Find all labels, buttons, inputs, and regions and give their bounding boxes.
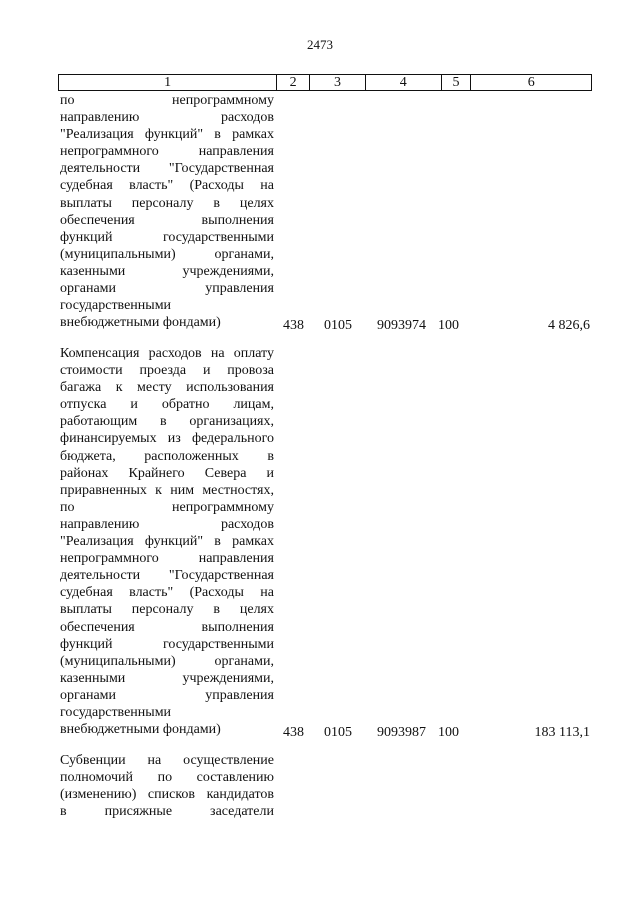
description-line: казенными учреждениями, bbox=[60, 263, 274, 279]
description-line: выплаты персоналу в целях bbox=[60, 195, 274, 211]
row-amount: 4 826,6 bbox=[548, 318, 590, 333]
description-line: "Реализация функций" в рамках bbox=[60, 534, 274, 550]
description-line: (изменению) списков кандидатов bbox=[60, 787, 274, 803]
description-line: функций государственными bbox=[60, 636, 274, 652]
description-line: Компенсация расходов на оплату bbox=[60, 346, 274, 361]
description-line: государственными bbox=[60, 704, 172, 720]
description-line: выплаты персоналу в целях bbox=[60, 602, 274, 618]
row-gr-code: 438 bbox=[283, 318, 304, 333]
row-section-code: 0105 bbox=[324, 318, 352, 333]
header-col-4: 4 bbox=[366, 75, 442, 90]
description-line: по непрограммному bbox=[60, 93, 274, 108]
row-description bbox=[60, 752, 274, 820]
row-description bbox=[60, 345, 274, 738]
header-col-1: 1 bbox=[59, 75, 277, 90]
description-line: (муниципальными) органами, bbox=[60, 246, 274, 262]
description-line: (муниципальными) органами, bbox=[60, 653, 274, 669]
description-line: обеспечения выполнения bbox=[60, 212, 274, 228]
header-col-6: 6 bbox=[527, 75, 535, 90]
description-line: приравненных к ним местностях, bbox=[60, 482, 274, 498]
description-line: деятельности "Государственная bbox=[60, 161, 274, 177]
description-line: в присяжные заседатели bbox=[60, 804, 274, 820]
row-vr-code: 100 bbox=[438, 318, 459, 333]
row-vr-code: 100 bbox=[438, 725, 459, 740]
row-description bbox=[60, 92, 274, 331]
page-number: 2473 bbox=[307, 37, 333, 52]
description-line: финансируемых из федерального bbox=[60, 431, 274, 447]
description-line: непрограммного направления bbox=[60, 144, 274, 160]
row-amount: 183 113,1 bbox=[534, 725, 590, 740]
description-line: органами управления bbox=[60, 687, 274, 703]
description-line: деятельности "Государственная bbox=[60, 568, 274, 584]
header-col-3: 3 bbox=[310, 75, 366, 90]
header-col-2: 2 bbox=[277, 75, 310, 90]
description-line: районах Крайнего Севера и bbox=[60, 465, 274, 481]
description-line: внебюджетными фондами) bbox=[60, 722, 221, 738]
description-line: судебная власть" (Расходы на bbox=[60, 585, 274, 601]
row-section-code: 0105 bbox=[324, 725, 352, 740]
description-line: судебная власть" (Расходы на bbox=[60, 178, 274, 194]
row-gr-code: 438 bbox=[283, 725, 304, 740]
description-line: обеспечения выполнения bbox=[60, 619, 274, 635]
description-line: Субвенции на осуществление bbox=[60, 753, 274, 768]
row-csr-code: 9093974 bbox=[377, 318, 426, 333]
table-header-row bbox=[58, 74, 592, 91]
description-line: направлению расходов bbox=[60, 110, 274, 126]
description-line: государственными bbox=[60, 298, 172, 314]
description-line: направлению расходов bbox=[60, 516, 274, 532]
description-line: казенными учреждениями, bbox=[60, 670, 274, 686]
description-line: багажа к месту использования bbox=[60, 380, 274, 396]
description-line: бюджета, расположенных в bbox=[60, 448, 274, 464]
description-line: отпуска и обратно лицам, bbox=[60, 397, 274, 413]
description-line: внебюджетными фондами) bbox=[60, 315, 221, 331]
description-line: "Реализация функций" в рамках bbox=[60, 127, 274, 143]
description-line: по непрограммному bbox=[60, 499, 274, 515]
description-line: стоимости проезда и провоза bbox=[60, 363, 274, 379]
description-line: работающим в организациях, bbox=[60, 414, 274, 430]
description-line: непрограммного направления bbox=[60, 551, 274, 567]
header-col-5: 5 bbox=[442, 75, 472, 90]
row-csr-code: 9093987 bbox=[377, 725, 426, 740]
description-line: функций государственными bbox=[60, 229, 274, 245]
description-line: полномочий по составлению bbox=[60, 770, 274, 786]
description-line: органами управления bbox=[60, 281, 274, 297]
